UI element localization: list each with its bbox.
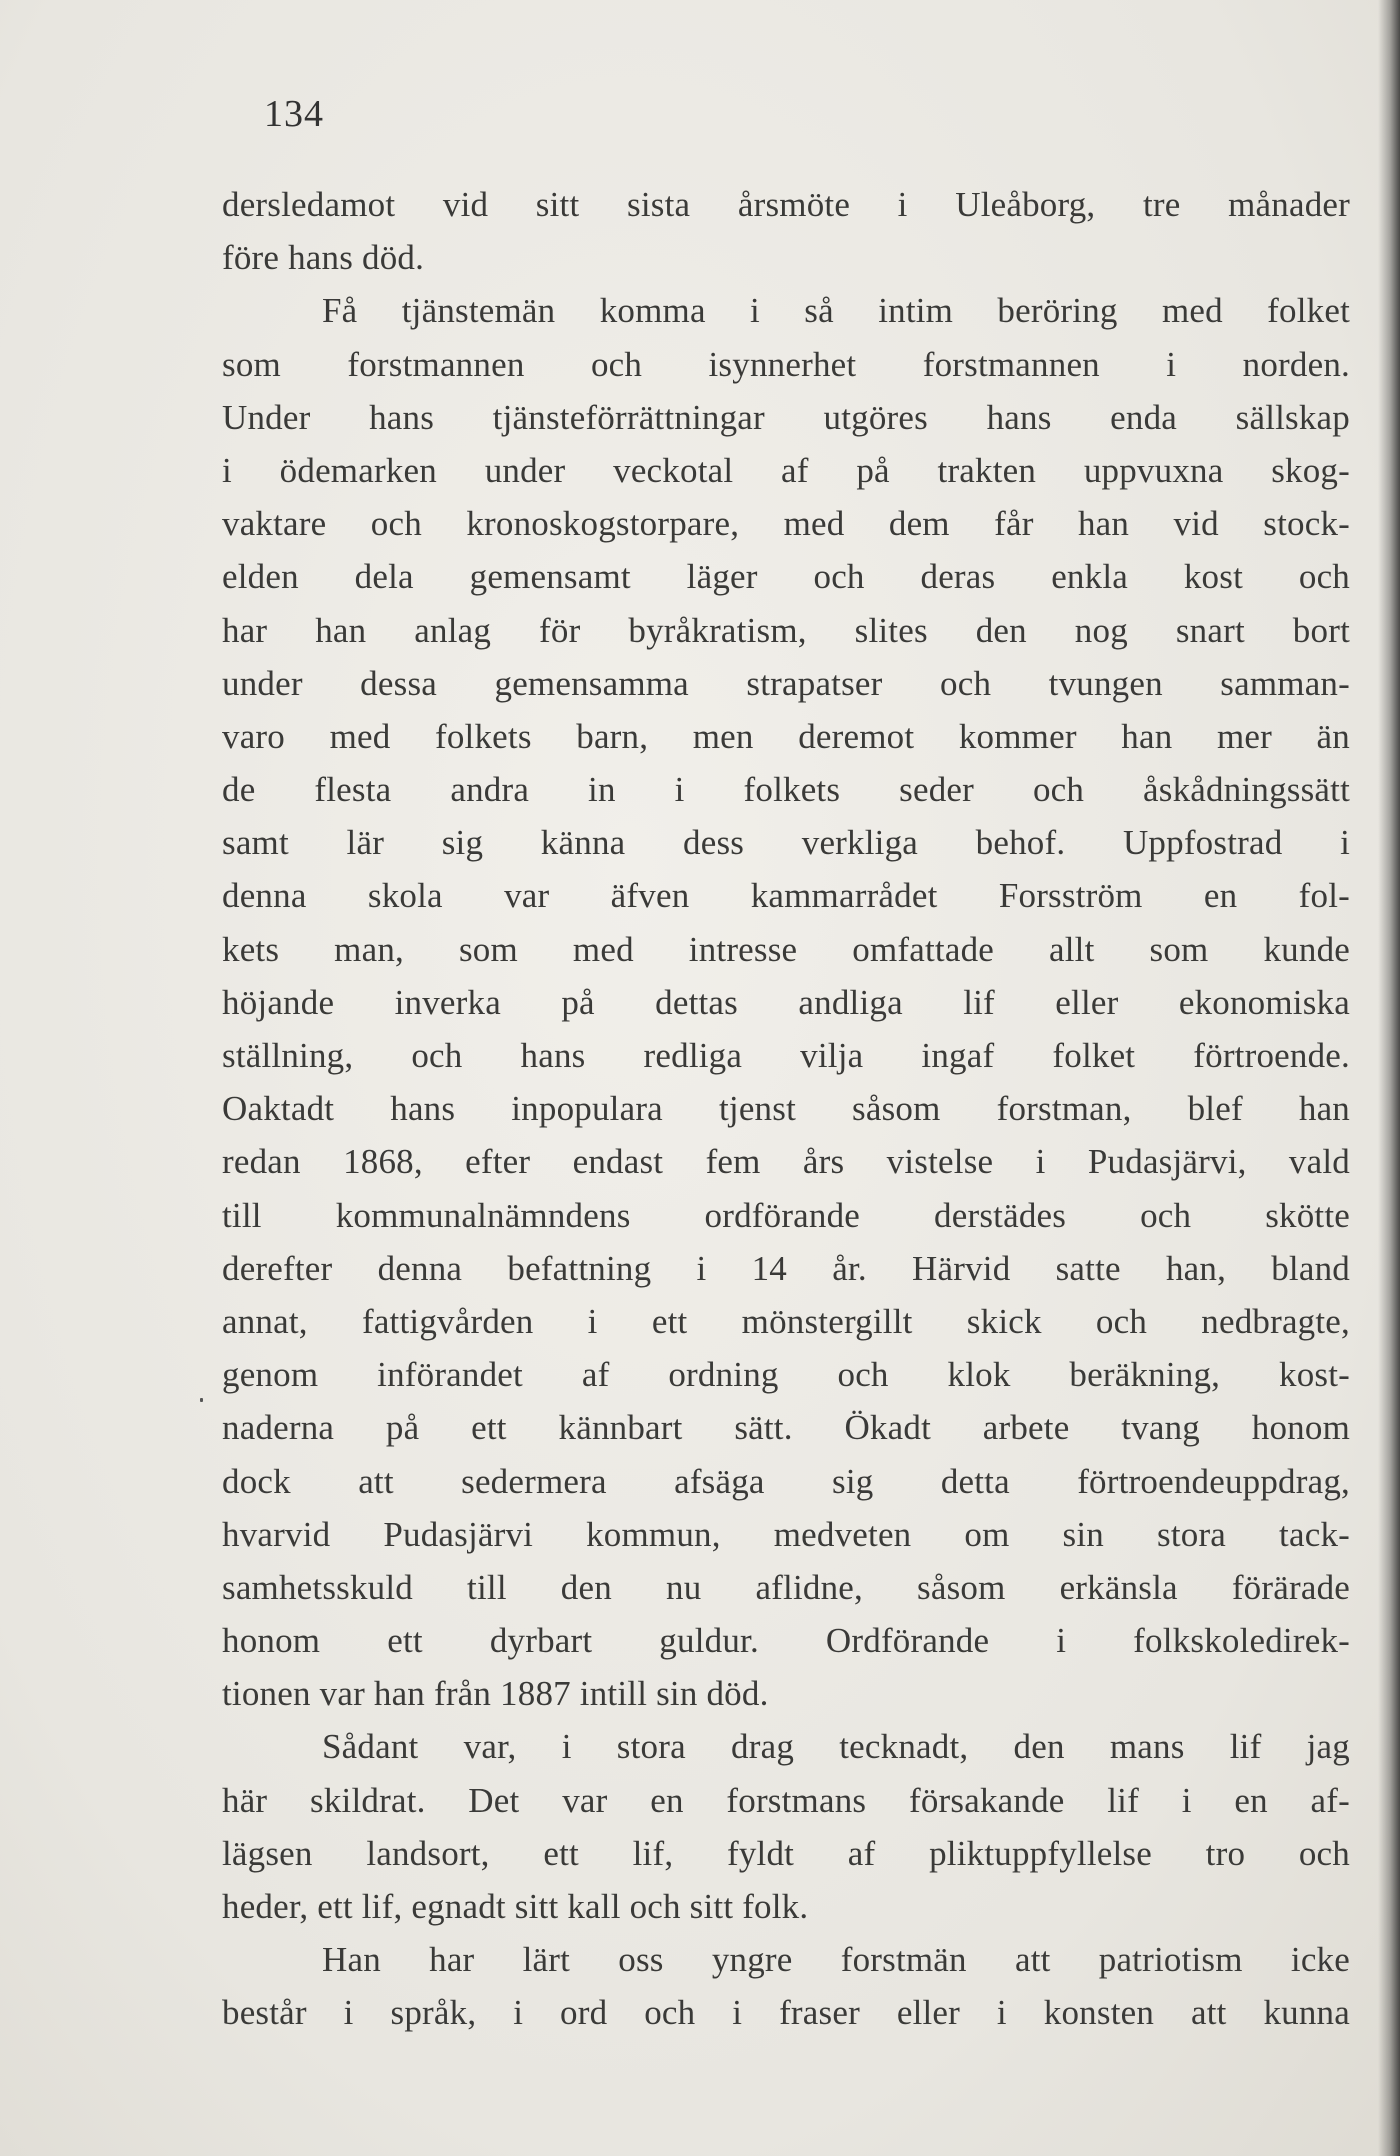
text-line: heder, ett lif, egnadt sitt kall och sitt folk.: [222, 1887, 809, 1926]
text-line: i ödemarken under veckotal af på trakten uppvuxna skog-: [222, 450, 1350, 490]
text-line: varo med folkets barn, men deremot kommer han mer än: [222, 716, 1350, 756]
text-line: samhetsskuld till den nu aflidne, såsom erkänsla förärade: [222, 1567, 1350, 1607]
text-line: honom ett dyrbart guldur. Ordförande i folkskoledirek-: [222, 1621, 1350, 1661]
text-line: redan 1868, efter endast fem års vistelse i Pudasjärvi, vald: [222, 1142, 1350, 1182]
body-text: [222, 178, 1350, 2040]
page-number: 134: [264, 93, 324, 135]
text-line: består i språk, i ord och i fraser eller i konsten att kunna: [222, 1993, 1350, 2033]
text-line: till kommunalnämndens ordförande derstädes och skötte: [222, 1195, 1350, 1235]
text-line: ställning, och hans redliga vilja ingaf folket förtroende.: [222, 1036, 1350, 1075]
text-line: genom införandet af ordning och klok beräkning, kost-: [222, 1355, 1350, 1395]
text-line: före hans död.: [222, 238, 425, 278]
text-line: hvarvid Pudasjärvi kommun, medveten om sin stora tack-: [222, 1514, 1350, 1554]
text-line: annat, fattigvården i ett mönstergillt skick och nedbragte,: [222, 1301, 1350, 1341]
text-line: har han anlag för byråkratism, slites den nog snart bort: [222, 610, 1350, 650]
text-line: elden dela gemensamt läger och deras enkla kost och: [222, 557, 1350, 597]
text-line: Han har lärt oss yngre forstmän att patriotism icke: [322, 1940, 1350, 1980]
text-line: naderna på ett kännbart sätt. Ökadt arbete tvang honom: [222, 1408, 1350, 1448]
text-line: vaktare och kronoskogstorpare, med dem får han vid stock-: [222, 504, 1350, 544]
page-edge-shadow: [1378, 0, 1400, 2156]
text-line: Sådant var, i stora drag tecknadt, den mans lif jag: [322, 1727, 1350, 1767]
text-line: lägsen landsort, ett lif, fyldt af pliktuppfyllelse tro och: [222, 1833, 1350, 1873]
text-line: dock att sedermera afsäga sig detta förtroendeuppdrag,: [222, 1461, 1350, 1501]
text-line: dersledamot vid sitt sista årsmöte i Uleåborg, tre månader: [222, 185, 1350, 224]
text-line: Under hans tjänsteförrättningar utgöres hans enda sällskap: [222, 397, 1350, 437]
text-line: som forstmannen och isynnerhet forstmannen i norden.: [222, 344, 1350, 384]
text-line: höjande inverka på dettas andliga lif eller ekonomiska: [222, 982, 1350, 1022]
text-line: derefter denna befattning i 14 år. Härvid satte han, bland: [222, 1248, 1350, 1288]
ink-speck: [200, 1398, 203, 1402]
text-line: Få tjänstemän komma i så intim beröring med folket: [322, 291, 1350, 331]
text-line: denna skola var äfven kammarrådet Forsström en fol-: [222, 876, 1350, 916]
text-line: tionen var han från 1887 intill sin död.: [222, 1674, 769, 1714]
text-line: Oaktadt hans inpopulara tjenst såsom forstman, blef han: [222, 1089, 1350, 1129]
text-line: här skildrat. Det var en forstmans försakande lif i en af-: [222, 1780, 1350, 1820]
text-line: kets man, som med intresse omfattade allt som kunde: [222, 929, 1350, 969]
text-line: under dessa gemensamma strapatser och tvungen samman-: [222, 663, 1350, 703]
text-line: samt lär sig känna dess verkliga behof. Uppfostrad i: [222, 823, 1350, 863]
text-line: de flesta andra in i folkets seder och åskådningssätt: [222, 770, 1350, 810]
